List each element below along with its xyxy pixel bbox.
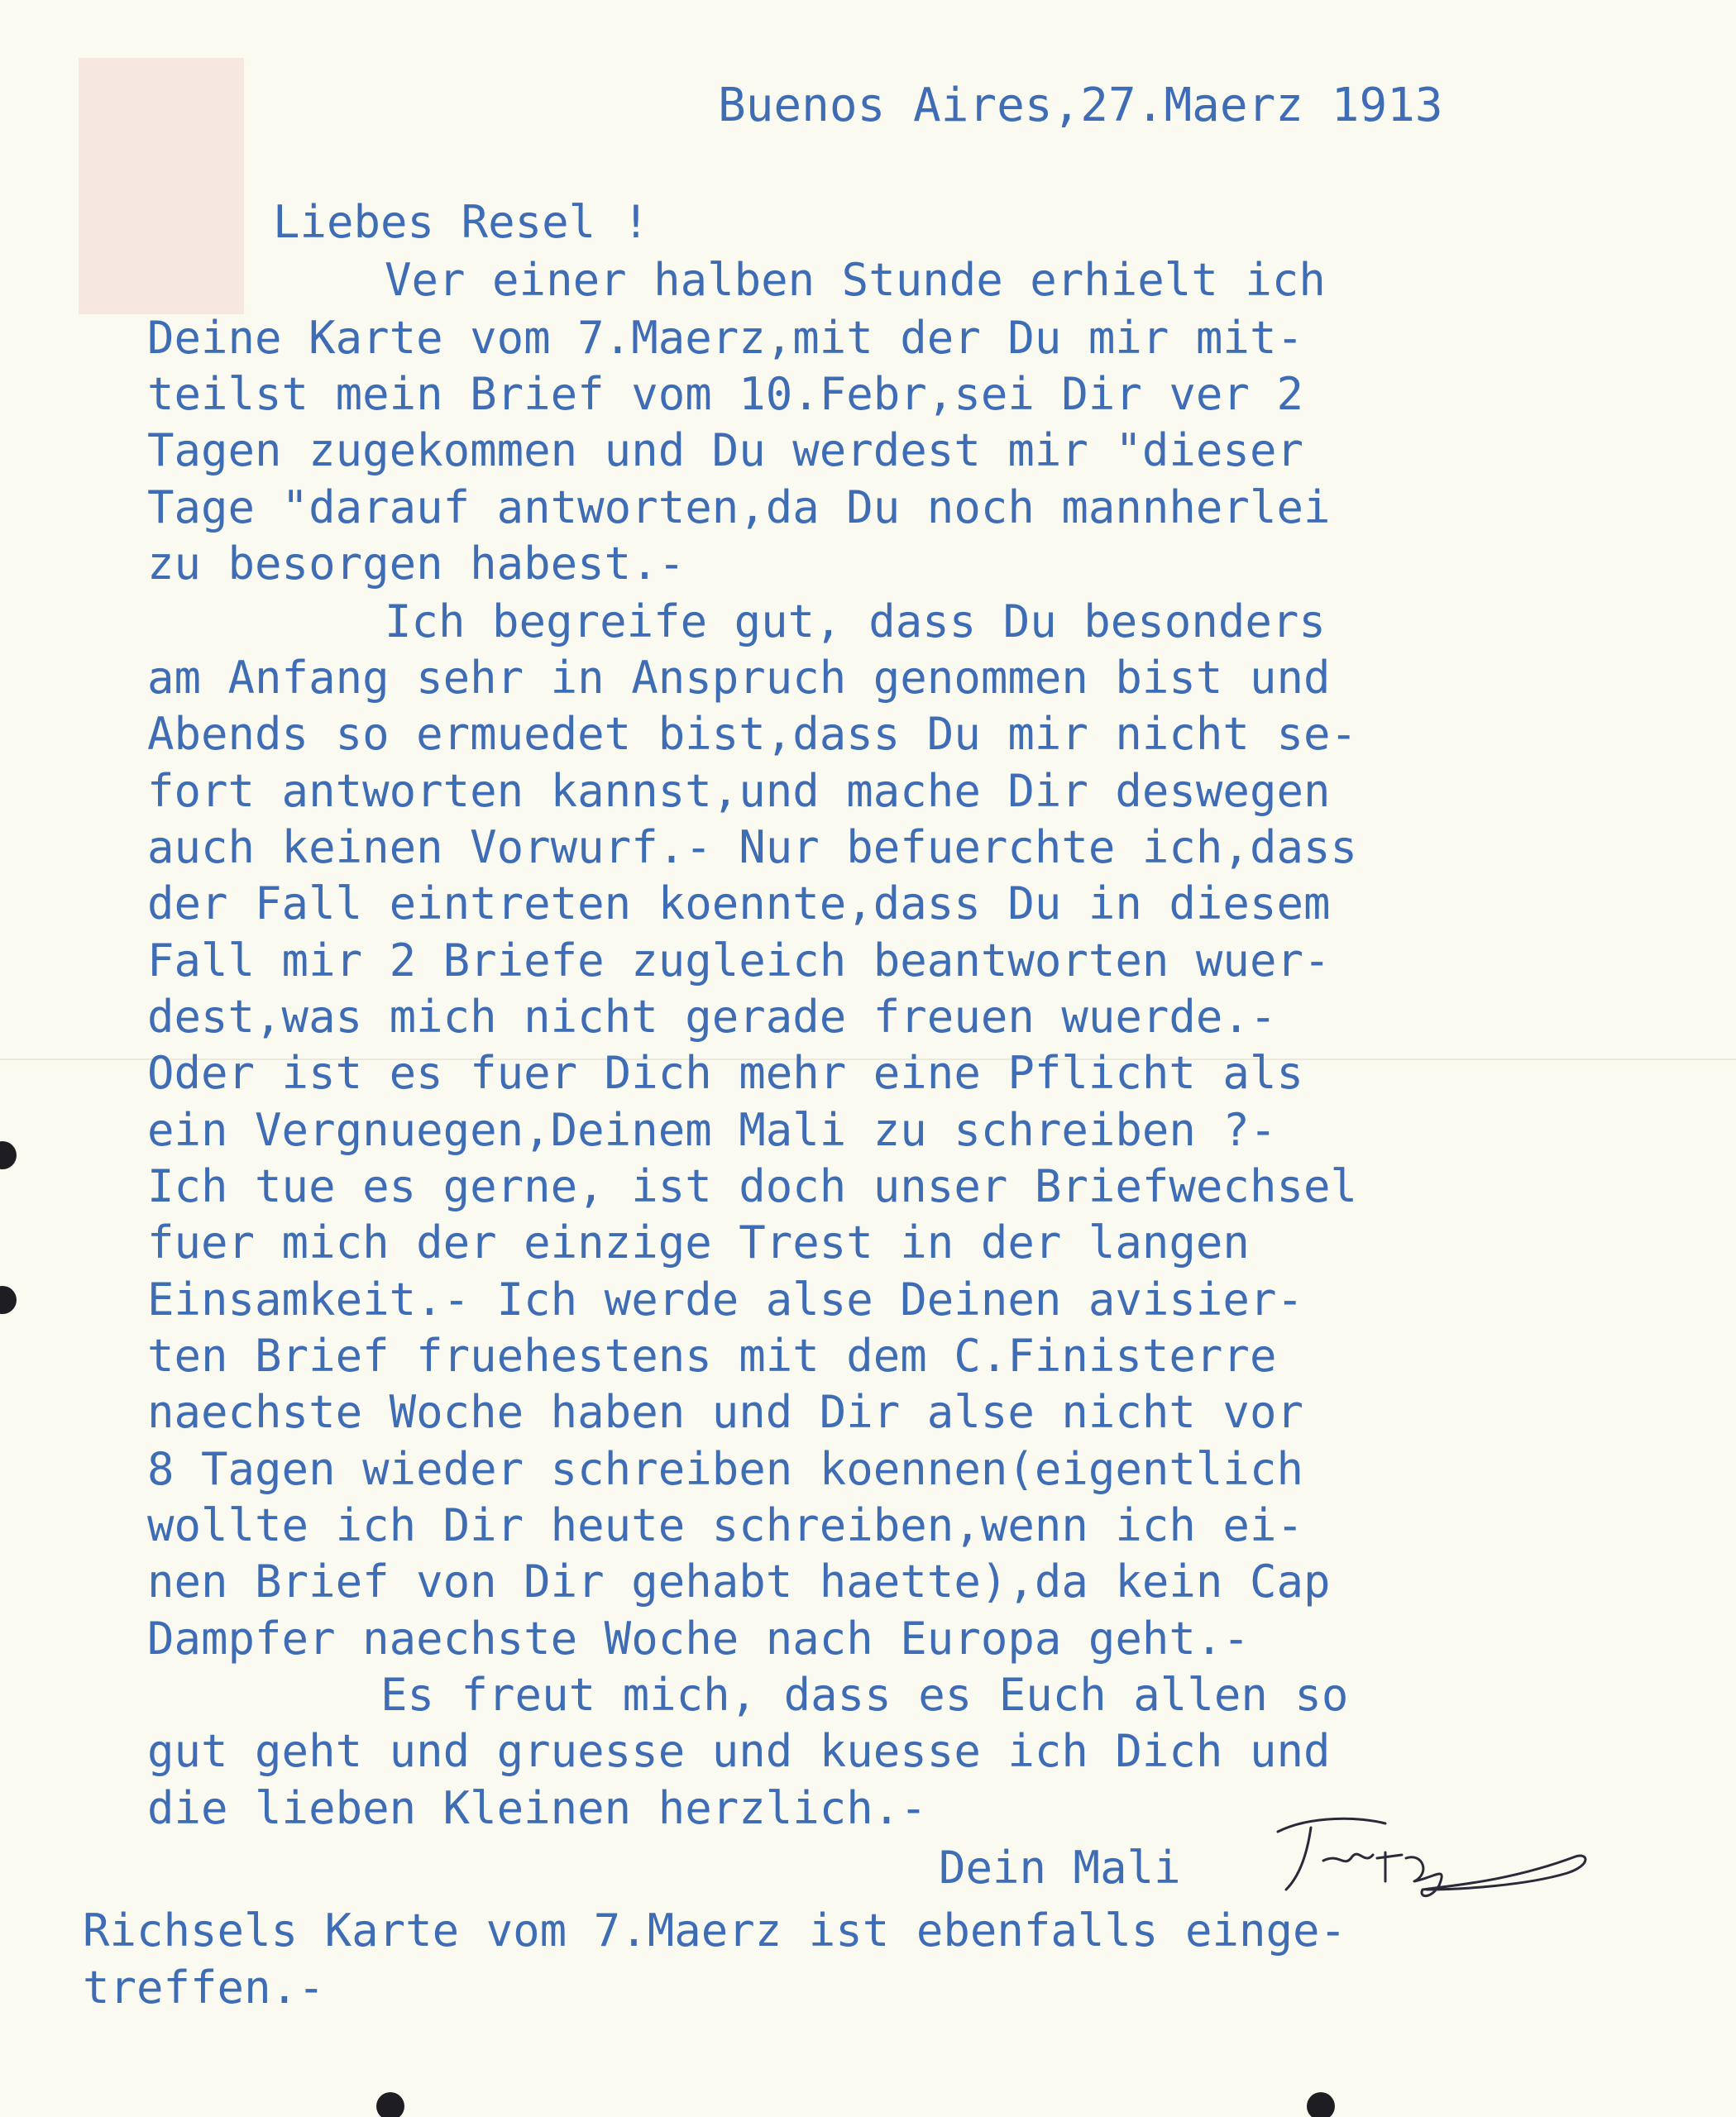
body-line: Deine Karte vom 7.Maerz,mit der Du mir mit- <box>147 312 1303 364</box>
body-line: Fall mir 2 Briefe zugleich beantworten wuer- <box>147 934 1331 987</box>
postscript-line: treffen.- <box>83 1962 325 2014</box>
salutation: Liebes Resel ! <box>273 196 650 248</box>
body-line: gut geht und gruesse und kuesse ich Dich und <box>147 1725 1331 1777</box>
body-line: fort antworten kannst,und mache Dir deswegen <box>147 765 1331 817</box>
body-line: auch keinen Vorwurf.- Nur befuerchte ich,dass <box>147 821 1357 873</box>
body-line: Ich begreife gut, dass Du besonders <box>385 595 1326 648</box>
body-line: teilst mein Brief vom 10.Febr,sei Dir ver 2 <box>147 368 1303 420</box>
body-line: dest,was mich nicht gerade freuen wuerde.- <box>147 991 1277 1043</box>
body-line: am Anfang sehr in Anspruch genommen bist und <box>147 652 1331 704</box>
body-line: Ver einer halben Stunde erhielt ich <box>385 254 1326 306</box>
body-line: zu besorgen habest.- <box>147 538 686 590</box>
body-line: ten Brief fruehestens mit dem C.Finisterre <box>147 1330 1277 1382</box>
body-line: die lieben Kleinen herzlich.- <box>147 1782 927 1834</box>
body-line: Abends so ermuedet bist,dass Du mir nicht se- <box>147 708 1357 760</box>
body-line: naechste Woche haben und Dir alse nicht vor <box>147 1386 1303 1438</box>
body-line: Tagen zugekommen und Du werdest mir "dieser <box>147 424 1303 476</box>
closing: Dein Mali <box>939 1842 1181 1894</box>
body-line: Oder ist es fuer Dich mehr eine Pflicht als <box>147 1047 1303 1099</box>
body-line: der Fall eintreten koennte,dass Du in diesem <box>147 877 1331 929</box>
postscript-line: Richsels Karte vom 7.Maerz ist ebenfalls einge- <box>83 1904 1347 1957</box>
place-date: Buenos Aires,27.Maerz 1913 <box>718 79 1443 132</box>
body-line: Tage "darauf antworten,da Du noch mannherlei <box>147 481 1331 533</box>
body-line: 8 Tagen wieder schreiben koennen(eigentlich <box>147 1443 1303 1495</box>
binder-hole <box>376 2092 404 2117</box>
body-line: wollte ich Dir heute schreiben,wenn ich ei- <box>147 1499 1303 1551</box>
body-line: ein Vergnuegen,Deinem Mali zu schreiben ?- <box>147 1104 1277 1156</box>
body-line: fuer mich der einzige Trest in der langen <box>147 1216 1250 1269</box>
body-line: Es freut mich, dass es Euch allen so <box>380 1669 1349 1721</box>
body-line: Einsamkeit.- Ich werde alse Deinen avisier- <box>147 1274 1303 1326</box>
body-line: nen Brief von Dir gehabt haette),da kein Cap <box>147 1555 1331 1608</box>
handwritten-signature <box>1261 1807 1609 1906</box>
binder-hole <box>1307 2092 1335 2117</box>
body-line: Ich tue es gerne, ist doch unser Briefwechsel <box>147 1160 1357 1212</box>
body-line: Dampfer naechste Woche nach Europa geht.- <box>147 1613 1250 1665</box>
